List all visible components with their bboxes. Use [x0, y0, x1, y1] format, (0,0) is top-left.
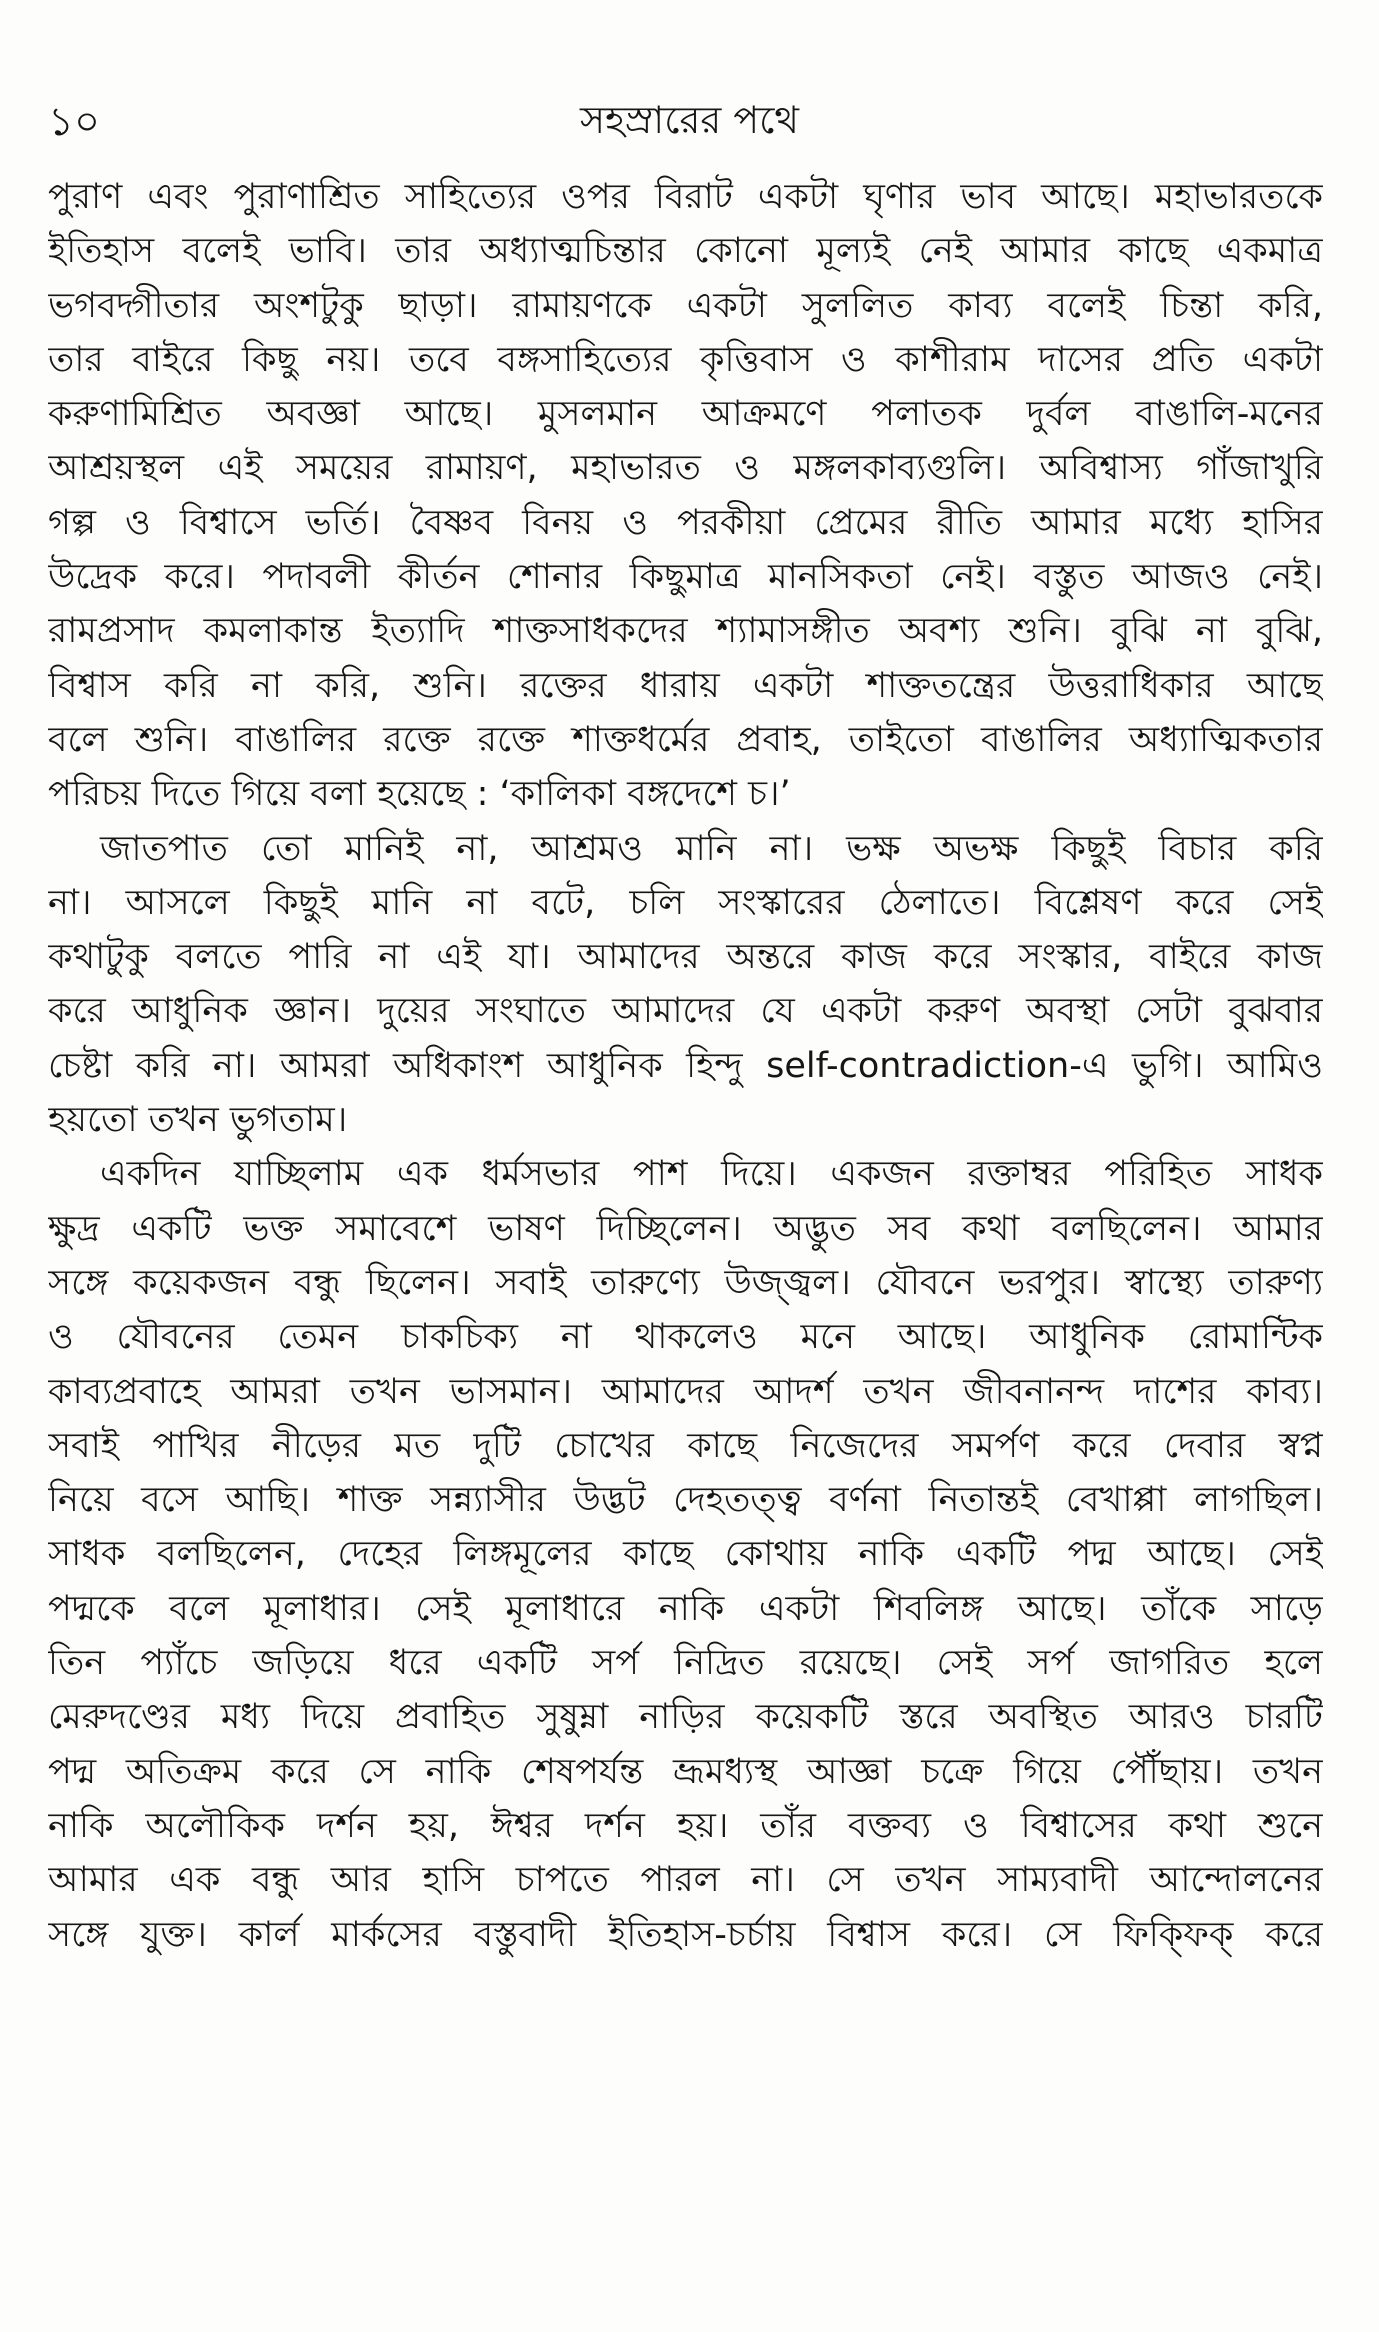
- text-line: বিশ্বাস করি না করি, শুনি। রক্তের ধারায় একটা শাক্ততন্ত্রের উত্তরাধিকার আছে: [48, 665, 1323, 706]
- text-line: ভগবদ্গীতার অংশটুকু ছাড়া। রামায়ণকে একটা সুললিত কাব্য বলেই চিন্তা করি,: [48, 285, 1323, 326]
- text-line: একদিন যাচ্ছিলাম এক ধর্মসভার পাশ দিয়ে। একজন রক্তাম্বর পরিহিত সাধক: [100, 1154, 1323, 1195]
- text-line: করুণামিশ্রিত অবজ্ঞা আছে। মুসলমান আক্রমণে পলাতক দুর্বল বাঙালি-মনের: [48, 394, 1323, 435]
- text-line: ক্ষুদ্র একটি ভক্ত সমাবেশে ভাষণ দিচ্ছিলেন। অদ্ভুত সব কথা বলছিলেন। আমার: [48, 1208, 1323, 1249]
- text-line: হয়তো তখন ভুগতাম।: [48, 1100, 348, 1141]
- text-line: করে আধুনিক জ্ঞান। দুয়ের সংঘাতে আমাদের যে একটা করুণ অবস্থা সেটা বুঝবার: [48, 991, 1323, 1032]
- text-line: ইতিহাস বলেই ভাবি। তার অধ্যাত্মচিন্তার কোনো মূল্যই নেই আমার কাছে একমাত্র: [48, 231, 1323, 272]
- text-line: পুরাণ এবং পুরাণাশ্রিত সাহিত্যের ওপর বিরাট একটা ঘৃণার ভাব আছে। মহাভারতকে: [48, 177, 1323, 217]
- text-line: পদ্ম অতিক্রম করে সে নাকি শেষপর্যন্ত ভ্রূমধ্যস্থ আজ্ঞা চক্রে গিয়ে পৌঁছায়। তখন: [48, 1751, 1323, 1792]
- body-text: [48, 170, 1323, 1962]
- text-line: নিয়ে বসে আছি। শাক্ত সন্ন্যাসীর উদ্ভট দেহতত্ত্ব বর্ণনা নিতান্তই বেখাপ্পা লাগছিল।: [48, 1480, 1323, 1521]
- text-line: উদ্রেক করে। পদাবলী কীর্তন শোনার কিছুমাত্র মানসিকতা নেই। বস্তুত আজও নেই।: [48, 557, 1323, 598]
- text-line: চেষ্টা করি না। আমরা অধিকাংশ আধুনিক হিন্দু self-contradiction-এ ভুগি। আমিও: [48, 1045, 1323, 1086]
- text-line: গল্প ও বিশ্বাসে ভর্তি। বৈষ্ণব বিনয় ও পরকীয়া প্রেমের রীতি আমার মধ্যে হাসির: [48, 502, 1323, 543]
- text-line: আশ্রয়স্থল এই সময়ের রামায়ণ, মহাভারত ও মঙ্গলকাব্যগুলি। অবিশ্বাস্য গাঁজাখুরি: [48, 448, 1323, 489]
- text-line: কথাটুকু বলতে পারি না এই যা। আমাদের অন্তরে কাজ করে সংস্কার, বাইরে কাজ: [48, 937, 1323, 978]
- text-line: বলে শুনি। বাঙালির রক্তে রক্তে শাক্তধর্মের প্রবাহ, তাইতো বাঙালির অধ্যাত্মিকতার: [48, 719, 1323, 760]
- text-line: তিন প্যাঁচে জড়িয়ে ধরে একটি সর্প নিদ্রিত রয়েছে। সেই সর্প জাগরিত হলে: [48, 1643, 1323, 1684]
- text-line: মেরুদণ্ডের মধ্য দিয়ে প্রবাহিত সুষুম্না নাড়ির কয়েকটি স্তরে অবস্থিত আরও চারটি: [48, 1697, 1323, 1738]
- text-line: পদ্মকে বলে মূলাধার। সেই মূলাধারে নাকি একটা শিবলিঙ্গ আছে। তাঁকে সাড়ে: [48, 1588, 1323, 1629]
- text-line: সাধক বলছিলেন, দেহের লিঙ্গমূলের কাছে কোথায় নাকি একটি পদ্ম আছে। সেই: [48, 1534, 1323, 1575]
- page-number: ১০: [48, 99, 100, 145]
- text-line: না। আসলে কিছুই মানি না বটে, চলি সংস্কারের ঠেলাতে। বিশ্লেষণ করে সেই: [48, 882, 1323, 923]
- text-line: জাতপাত তো মানিই না, আশ্রমও মানি না। ভক্ষ অভক্ষ কিছুই বিচার করি: [100, 828, 1323, 869]
- text-line: নাকি অলৌকিক দর্শন হয়, ঈশ্বর দর্শন হয়। তাঁর বক্তব্য ও বিশ্বাসের কথা শুনে: [48, 1805, 1323, 1846]
- running-title: সহস্রারের পথে: [579, 98, 800, 142]
- page-header: [0, 92, 1379, 152]
- text-line: সঙ্গে যুক্ত। কার্ল মার্কসের বস্তুবাদী ইতিহাস-চর্চায় বিশ্বাস করে। সে ফিক্ফিক্ করে: [48, 1914, 1323, 1955]
- text-line: সঙ্গে কয়েকজন বন্ধু ছিলেন। সবাই তারুণ্যে উজ্জ্বল। যৌবনে ভরপুর। স্বাস্থ্যে তারুণ্য: [48, 1262, 1323, 1303]
- text-line: সবাই পাখির নীড়ের মত দুটি চোখের কাছে নিজেদের সমর্পণ করে দেবার স্বপ্ন: [48, 1425, 1323, 1466]
- text-line: কাব্যপ্রবাহে আমরা তখন ভাসমান। আমাদের আদর্শ তখন জীবনানন্দ দাশের কাব্য।: [48, 1371, 1323, 1412]
- text-line: আমার এক বন্ধু আর হাসি চাপতে পারল না। সে তখন সাম্যবাদী আন্দোলনের: [48, 1860, 1323, 1901]
- text-line: তার বাইরে কিছু নয়। তবে বঙ্গসাহিত্যের কৃত্তিবাস ও কাশীরাম দাসের প্রতি একটা: [48, 339, 1323, 380]
- text-line: পরিচয় দিতে গিয়ে বলা হয়েছে : ‘কালিকা বঙ্গদেশে চ।’: [48, 774, 791, 815]
- text-line: রামপ্রসাদ কমলাকান্ত ইত্যাদি শাক্তসাধকদের শ্যামাসঙ্গীত অবশ্য শুনি। বুঝি না বুঝি,: [48, 611, 1323, 652]
- text-line: ও যৌবনের তেমন চাকচিক্য না থাকলেও মনে আছে। আধুনিক রোমান্টিক: [48, 1317, 1323, 1358]
